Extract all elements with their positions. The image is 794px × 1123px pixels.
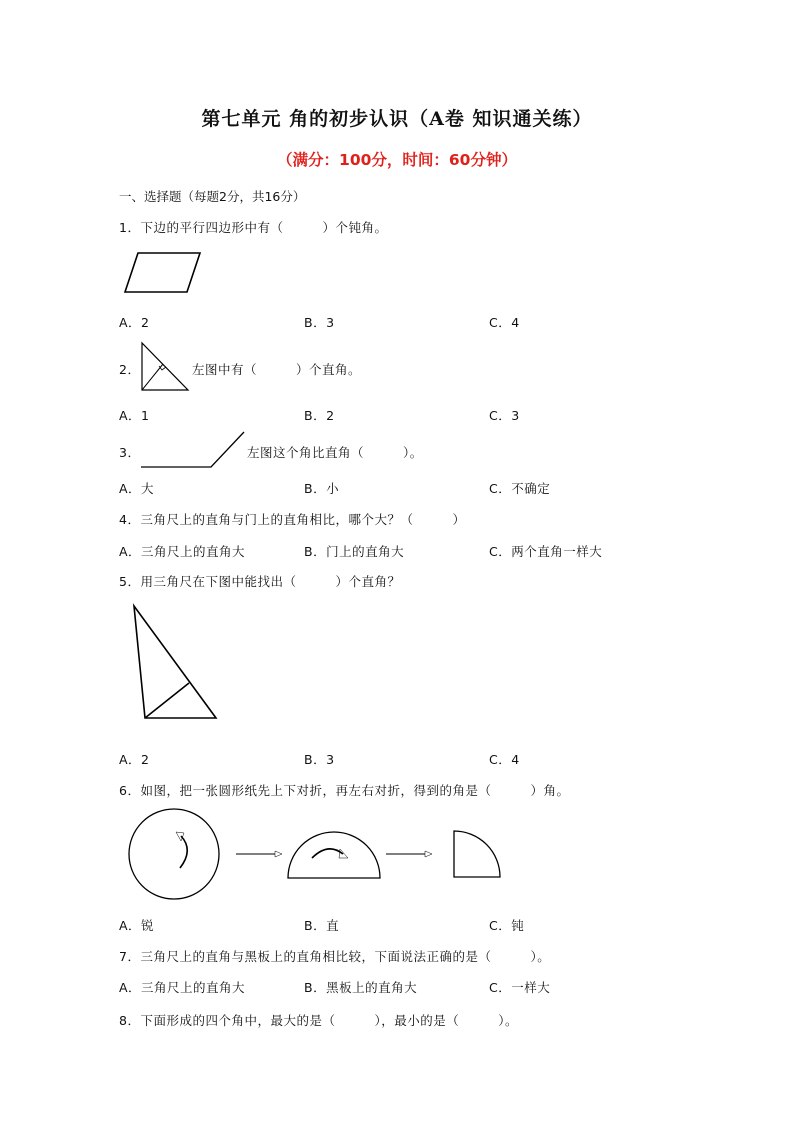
question-7-option-a[interactable]: A．三角尺上的直角大 bbox=[119, 980, 246, 995]
question-7-option-c[interactable]: C．一样大 bbox=[489, 980, 551, 995]
question-3-number: 3． bbox=[119, 445, 141, 460]
question-2-text: 左图中有（ ）个直角。 bbox=[192, 362, 362, 377]
question-3-option-b[interactable]: B．小 bbox=[304, 481, 340, 496]
question-6-option-b[interactable]: B．直 bbox=[304, 918, 340, 933]
question-1-option-c[interactable]: C．4 bbox=[489, 315, 520, 330]
question-4-option-b[interactable]: B．门上的直角大 bbox=[304, 544, 405, 559]
question-4-option-a[interactable]: A．三角尺上的直角大 bbox=[119, 544, 246, 559]
question-5-option-b[interactable]: B．3 bbox=[304, 752, 335, 767]
question-2-option-b[interactable]: B．2 bbox=[304, 408, 335, 423]
obtuse-angle-figure bbox=[140, 430, 246, 470]
right-triangle-figure bbox=[141, 342, 191, 392]
triangle-figure bbox=[132, 605, 220, 721]
question-3-option-c[interactable]: C．不确定 bbox=[489, 481, 551, 496]
question-1-option-a[interactable]: A．2 bbox=[119, 315, 150, 330]
question-7-option-b[interactable]: B．黑板上的直角大 bbox=[304, 980, 418, 995]
question-4-option-c[interactable]: C．两个直角一样大 bbox=[489, 544, 603, 559]
question-2-option-a[interactable]: A．1 bbox=[119, 408, 150, 423]
question-6-text: 6．如图，把一张圆形纸先上下对折，再左右对折，得到的角是（ ）角。 bbox=[119, 783, 570, 798]
question-1-option-b[interactable]: B．3 bbox=[304, 315, 335, 330]
question-5-option-a[interactable]: A．2 bbox=[119, 752, 150, 767]
question-5-text: 5．用三角尺在下图中能找出（ ）个直角？ bbox=[119, 574, 401, 589]
section-heading: 一、选择题（每题2分，共16分） bbox=[119, 189, 306, 204]
question-5-option-c[interactable]: C．4 bbox=[489, 752, 520, 767]
question-2-option-c[interactable]: C．3 bbox=[489, 408, 520, 423]
question-8-text: 8．下面形成的四个角中，最大的是（ ），最小的是（ ）。 bbox=[119, 1013, 518, 1028]
question-6-option-a[interactable]: A．锐 bbox=[119, 918, 155, 933]
page-title: 第七单元 角的初步认识（A卷 知识通关练） bbox=[201, 108, 593, 130]
question-1-text: 1．下边的平行四边形中有（ ）个钝角。 bbox=[119, 220, 388, 235]
parallelogram-figure bbox=[124, 252, 204, 294]
question-3-text: 左图这个角比直角（ ）。 bbox=[247, 445, 423, 460]
circle-folding-figure bbox=[128, 806, 504, 904]
question-7-text: 7．三角尺上的直角与黑板上的直角相比较，下面说法正确的是（ ）。 bbox=[119, 949, 551, 964]
question-6-option-c[interactable]: C．钝 bbox=[489, 918, 525, 933]
question-4-text: 4．三角尺上的直角与门上的直角相比，哪个大？（ ） bbox=[119, 512, 466, 527]
exam-info: （满分：100分，时间：60分钟） bbox=[277, 151, 517, 169]
question-3-option-a[interactable]: A．大 bbox=[119, 481, 155, 496]
question-2-number: 2． bbox=[119, 362, 141, 377]
